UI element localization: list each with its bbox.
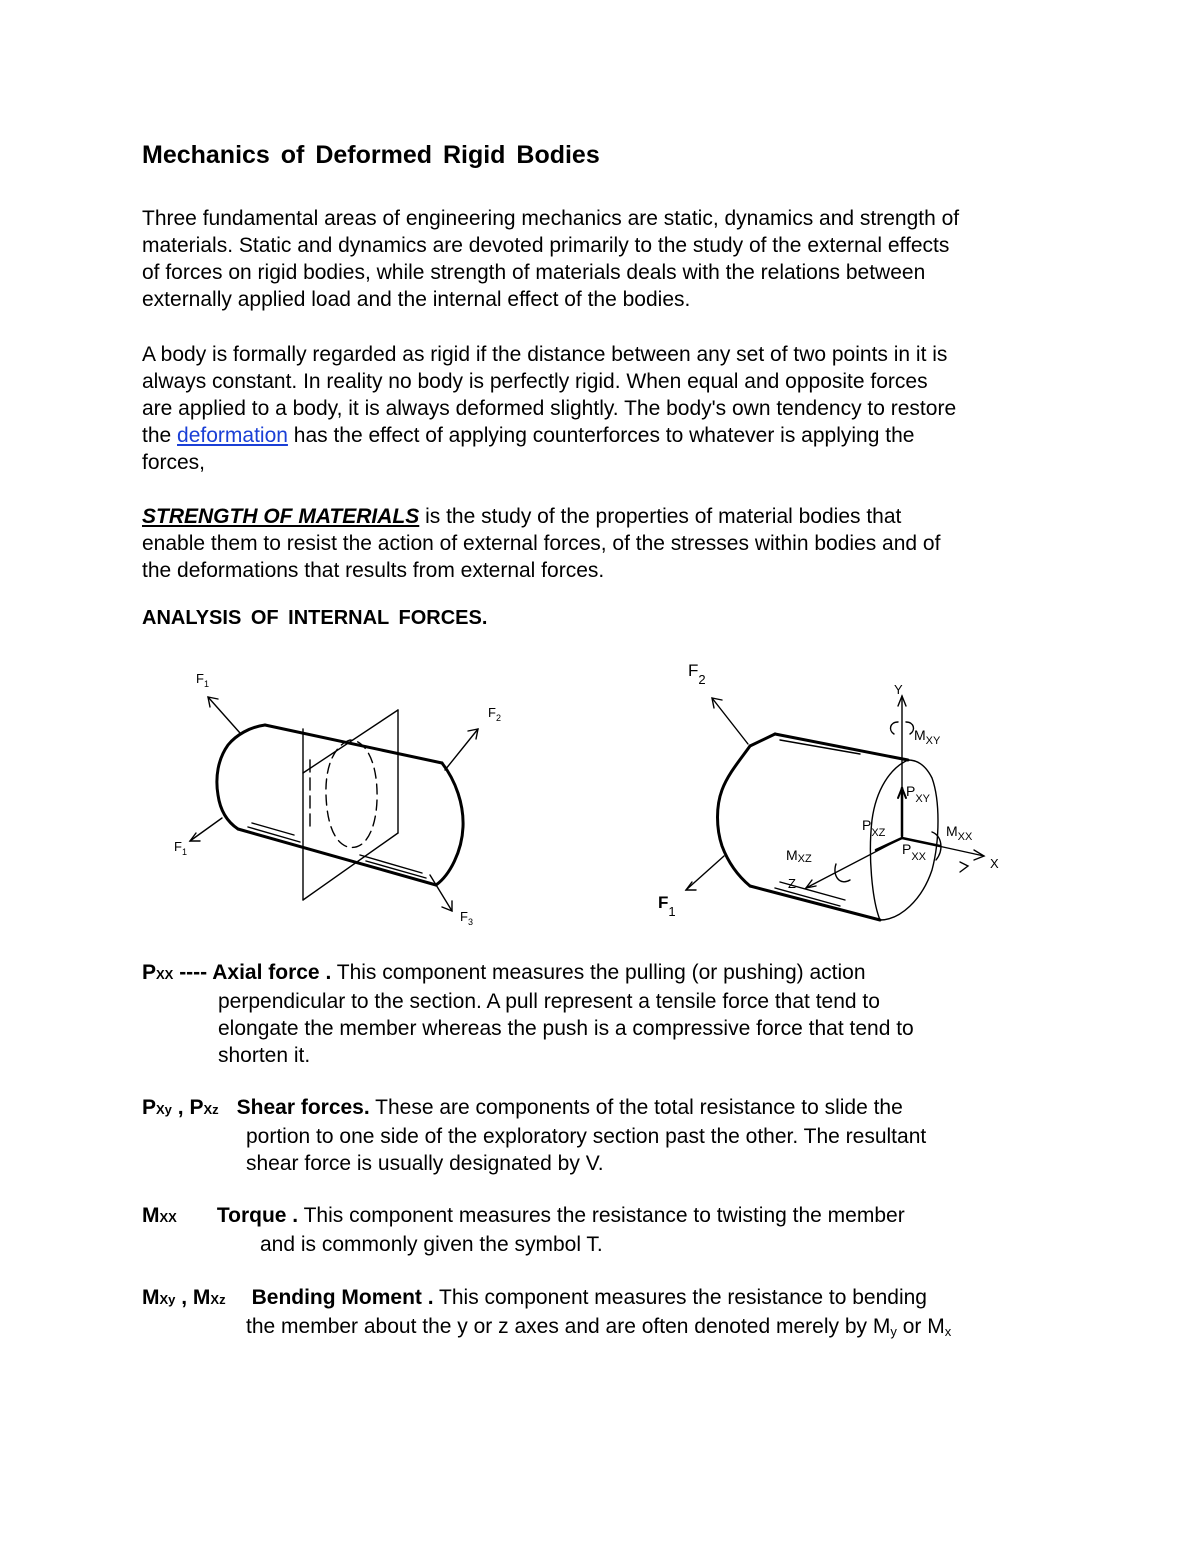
def-line	[142, 1094, 1102, 1123]
rigid-line: A body is formally regarded as rigid if the distance between any set of two points in it is	[142, 343, 948, 366]
rigid-line-start: the	[142, 424, 178, 447]
def-line	[142, 1202, 1102, 1231]
label-mxz: MXZ	[786, 847, 812, 865]
label-f3: $F_3$	[460, 909, 473, 927]
symbol-sub: y	[890, 1324, 897, 1339]
page-title: Mechanics of Deformed Rigid Bodies	[142, 141, 600, 169]
rigid-body-paragraph	[142, 341, 1082, 476]
label-mxx: $M_{XX}$	[946, 823, 973, 843]
def-text: or M	[896, 1315, 945, 1338]
z-axis	[806, 838, 902, 888]
def-line: shorten it.	[218, 1044, 311, 1067]
rigid-line: forces,	[142, 451, 206, 474]
symbol: M	[192, 1286, 211, 1309]
symbol: P	[189, 1096, 204, 1119]
dash: ----	[173, 961, 213, 984]
deformation-link[interactable]: deformation	[177, 424, 288, 447]
label-y-axis: Y	[894, 682, 903, 697]
rigid-line: always constant. In reality no body is perfectly rigid. When equal and opposite forces	[142, 370, 928, 393]
arrowhead	[960, 862, 968, 872]
strength-paragraph	[142, 503, 1082, 584]
def-line: perpendicular to the section. A pull represent a tensile force that tend to	[218, 990, 880, 1013]
term: Shear forces.	[236, 1096, 370, 1119]
def-line: portion to one side of the exploratory section past the other. The resultant	[246, 1125, 927, 1148]
free-body-figure	[640, 650, 1020, 930]
force-arrow-f2	[712, 698, 748, 744]
label-x-axis: X	[990, 856, 999, 871]
bottom-hatch	[775, 888, 840, 906]
cylinder-right-end	[436, 763, 463, 885]
label-f1: $F_1$	[658, 893, 676, 919]
force-arrow-f1	[190, 818, 222, 841]
symbol-sub: x	[944, 1324, 952, 1339]
def-line	[142, 959, 1102, 988]
strength-line: enable them to resist the action of external forces, of the stresses within bodies and of	[142, 532, 941, 555]
label-f2: $F_2$	[688, 661, 706, 687]
def-text: This component measures the resistance to twisting the member	[298, 1204, 905, 1227]
symbol: P	[142, 1096, 157, 1119]
term: Bending Moment .	[251, 1286, 434, 1309]
force-arrow-f2	[445, 729, 478, 770]
label-z-axis: Z	[788, 876, 796, 891]
strength-term: STRENGTH OF MATERIALS	[142, 505, 420, 528]
symbol-sub: Xy	[159, 1292, 176, 1307]
body-left-end	[718, 746, 751, 886]
intro-line: externally applied load and the internal effect of the bodies.	[142, 288, 691, 311]
rigid-line	[142, 422, 1082, 449]
cut-section	[870, 760, 938, 920]
hatch-line	[360, 855, 422, 873]
force-arrow-f1-top	[208, 697, 240, 733]
separator: ,	[171, 1096, 190, 1119]
cylinder-section-figure	[160, 655, 500, 935]
def-text: These are components of the total resistance to slide the	[369, 1096, 903, 1119]
intro-line: of forces on rigid bodies, while strength of materials deals with the relations between	[142, 261, 926, 284]
def-line: shear force is usually designated by V.	[246, 1152, 604, 1175]
term: Torque .	[216, 1204, 299, 1227]
label-pxx: $P_{XX}$	[902, 841, 927, 863]
def-shear-forces	[142, 1094, 1102, 1177]
intro-paragraph	[142, 205, 1082, 313]
def-line	[142, 1284, 1102, 1313]
rigid-line: are applied to a body, it is always deformed slightly. The body's own tendency to restore	[142, 397, 957, 420]
force-arrow-f1	[686, 856, 724, 890]
hatch-line	[366, 861, 426, 878]
symbol-sub: Xz	[203, 1102, 219, 1117]
symbol: M	[142, 1286, 160, 1309]
def-text: This component measures the pulling (or pushing) action	[331, 961, 866, 984]
symbol: P	[142, 961, 157, 984]
label-f1-top: $F_1$	[196, 671, 209, 689]
label-f1: $F_1$	[174, 839, 187, 857]
def-axial-force	[142, 959, 1102, 1069]
label-pxz: $P_{XZ}$	[862, 817, 886, 839]
strength-line	[142, 503, 1082, 530]
strength-line-rest: is the study of the properties of material bodies that	[419, 505, 902, 528]
section-plane-edge	[303, 710, 398, 773]
separator: ,	[175, 1286, 193, 1309]
cylinder-left-end	[217, 725, 265, 829]
intro-line: Three fundamental areas of engineering mechanics are static, dynamics and strength of	[142, 207, 960, 230]
rigid-line-end: has the effect of applying counterforces to whatever is applying the	[287, 424, 915, 447]
body-top-edge	[750, 734, 775, 746]
def-line: and is commonly given the symbol T.	[260, 1233, 603, 1256]
symbol-sub: Xz	[210, 1292, 226, 1307]
body-top-edge	[775, 734, 908, 760]
def-text: the member about the y or z axes and are often denoted merely by M	[246, 1315, 891, 1338]
intro-line: materials. Static and dynamics are devoted primarily to the study of the external effects	[142, 234, 950, 257]
def-line: elongate the member whereas the push is a compressive force that tend to	[218, 1017, 914, 1040]
def-text: This component measures the resistance to bending	[433, 1286, 927, 1309]
label-mxy: $M_{XY}$	[914, 727, 941, 747]
def-bending-moment	[142, 1284, 1102, 1345]
def-torque	[142, 1202, 1102, 1258]
label-pxy: $P_{XY}$	[906, 783, 931, 805]
term: Axial force .	[212, 961, 332, 984]
symbol-sub: XX	[159, 1210, 177, 1225]
def-line	[142, 1313, 1102, 1345]
label-f2: $F_2$	[488, 705, 501, 723]
symbol-sub: XX	[156, 967, 174, 982]
cylinder-top-edge	[265, 725, 442, 763]
analysis-heading: ANALYSIS OF INTERNAL FORCES.	[142, 607, 488, 629]
section-outline	[326, 740, 377, 847]
symbol: M	[142, 1204, 160, 1227]
strength-line: the deformations that results from external forces.	[142, 559, 605, 582]
symbol-sub: Xy	[156, 1102, 172, 1117]
